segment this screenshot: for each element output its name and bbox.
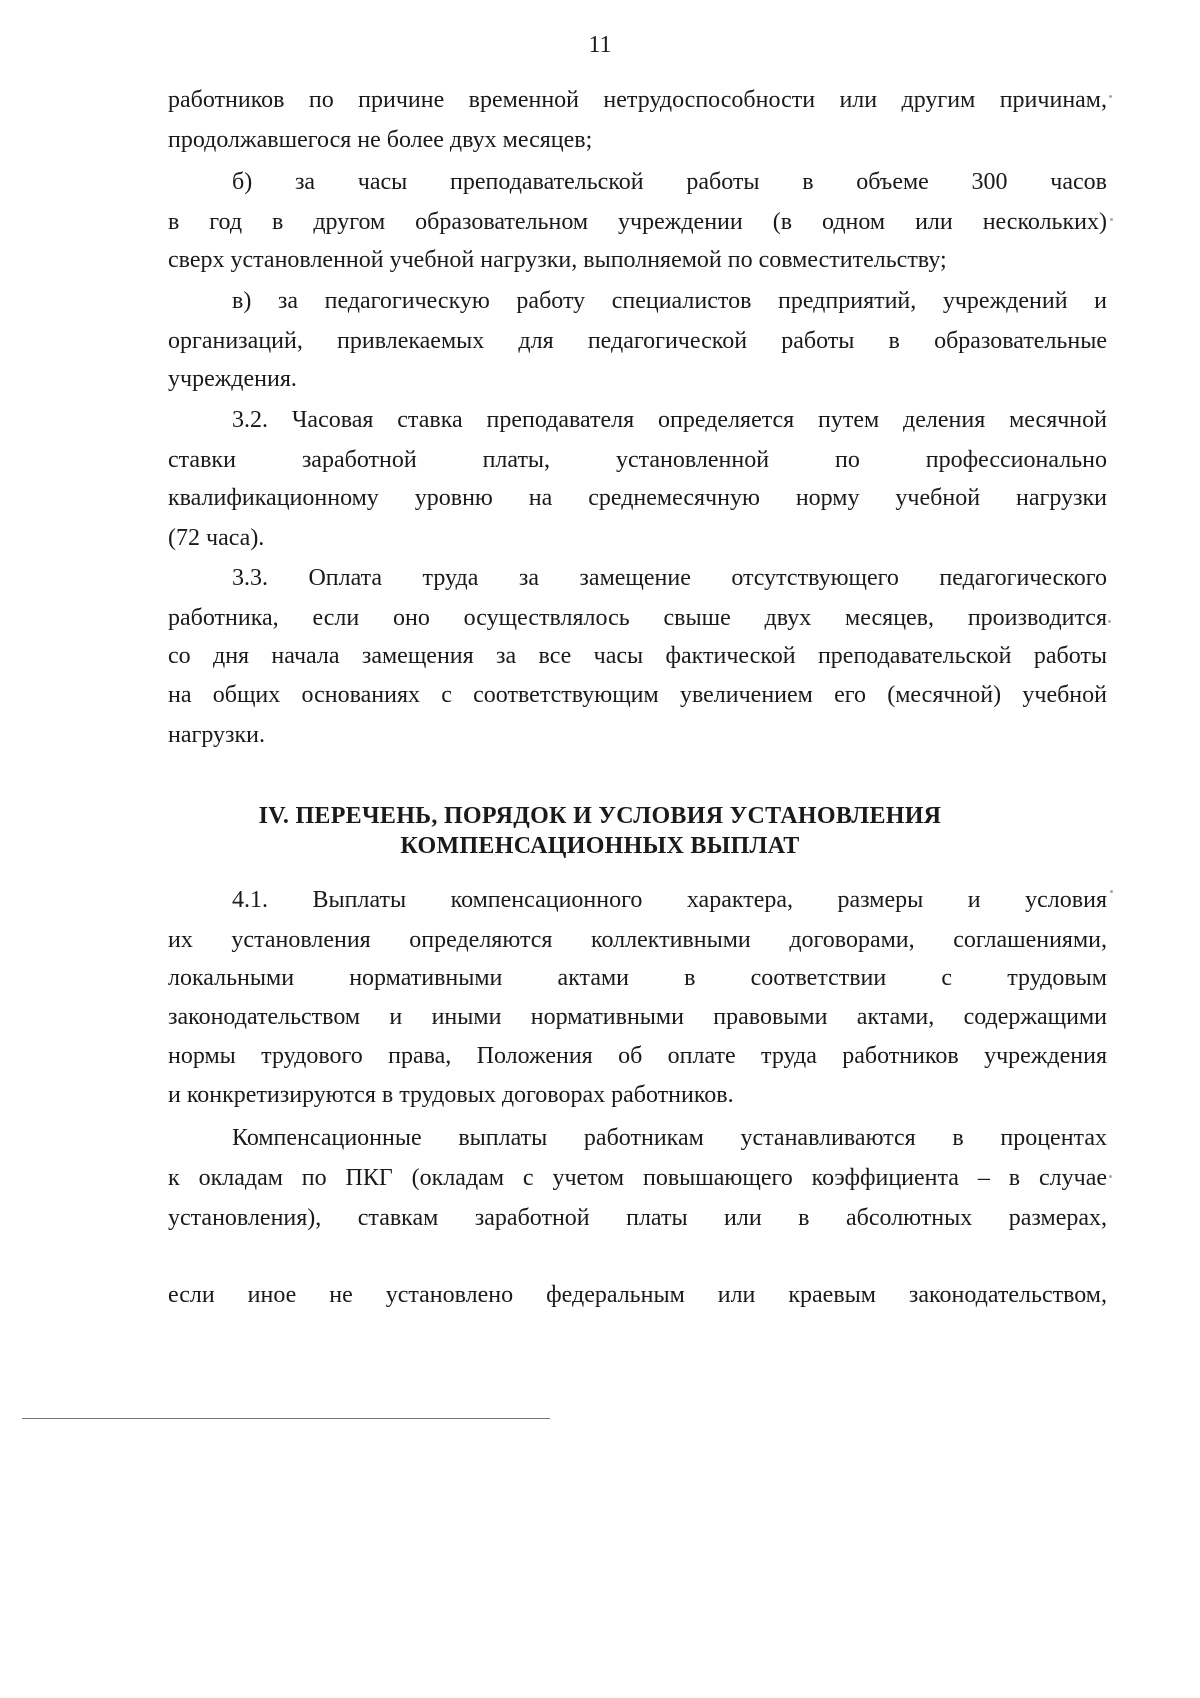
footnote-separator	[22, 1418, 550, 1419]
text-line: законодательством и иными нормативными правовыми актами, содержащими	[168, 1004, 1107, 1030]
text-line: 3.3. Оплата труда за замещение отсутствующего педагогического	[232, 565, 1107, 591]
text-line: квалификационному уровню на среднемесячную норму учебной нагрузки	[168, 485, 1107, 511]
text-line: продолжавшегося не более двух месяцев;	[168, 127, 593, 153]
text-line: локальными нормативными актами в соответствии с трудовым	[168, 965, 1107, 991]
text-line: (72 часа).	[168, 525, 265, 551]
scan-speck	[1109, 95, 1112, 98]
page-number: 11	[588, 32, 612, 58]
text-line: со дня начала замещения за все часы фактической преподавательской работы	[168, 643, 1107, 669]
section-heading-line-2: КОМПЕНСАЦИОННЫХ ВЫПЛАТ	[400, 833, 800, 859]
text-line: организаций, привлекаемых для педагогической работы в образовательные	[168, 328, 1107, 354]
text-line: в год в другом образовательном учреждении (в одном или нескольких)	[168, 209, 1107, 235]
text-line: и конкретизируются в трудовых договорах работников.	[168, 1082, 734, 1108]
text-line: в) за педагогическую работу специалистов предприятий, учреждений и	[232, 288, 1107, 314]
text-line: 4.1. Выплаты компенсационного характера, размеры и условия	[232, 887, 1107, 913]
text-line: учреждения.	[168, 366, 297, 392]
text-line: их установления определяются коллективными договорами, соглашениями,	[168, 927, 1107, 953]
text-line: работника, если оно осуществлялось свыше двух месяцев, производится	[168, 605, 1107, 631]
section-heading-line-1: IV. ПЕРЕЧЕНЬ, ПОРЯДОК И УСЛОВИЯ УСТАНОВЛЕНИЯ	[258, 803, 942, 829]
text-line: нагрузки.	[168, 722, 266, 748]
text-line: сверх установленной учебной нагрузки, выполняемой по совместительству;	[168, 247, 947, 273]
scan-speck	[1108, 620, 1111, 623]
text-line: если иное не установлено федеральным или краевым законодательством,	[168, 1282, 1107, 1308]
text-line: нормы трудового права, Положения об оплате труда работников учреждения	[168, 1043, 1107, 1069]
text-line: ставки заработной платы, установленной по профессионально	[168, 447, 1107, 473]
text-line: на общих основаниях с соответствующим увеличением его (месячной) учебной	[168, 682, 1107, 708]
text-line: 3.2. Часовая ставка преподавателя определяется путем деления месячной	[232, 407, 1107, 433]
text-line: работников по причине временной нетрудоспособности или другим причинам,	[168, 87, 1107, 113]
text-line: б) за часы преподавательской работы в объеме 300 часов	[232, 169, 1107, 195]
scan-speck	[1110, 218, 1113, 221]
text-line: к окладам по ПКГ (окладам с учетом повышающего коэффициента – в случае	[168, 1165, 1107, 1191]
text-line: установления), ставкам заработной платы или в абсолютных размерах,	[168, 1205, 1107, 1231]
scan-speck	[1110, 890, 1113, 893]
text-line: Компенсационные выплаты работникам устанавливаются в процентах	[232, 1125, 1107, 1151]
scan-speck	[1109, 1175, 1112, 1178]
